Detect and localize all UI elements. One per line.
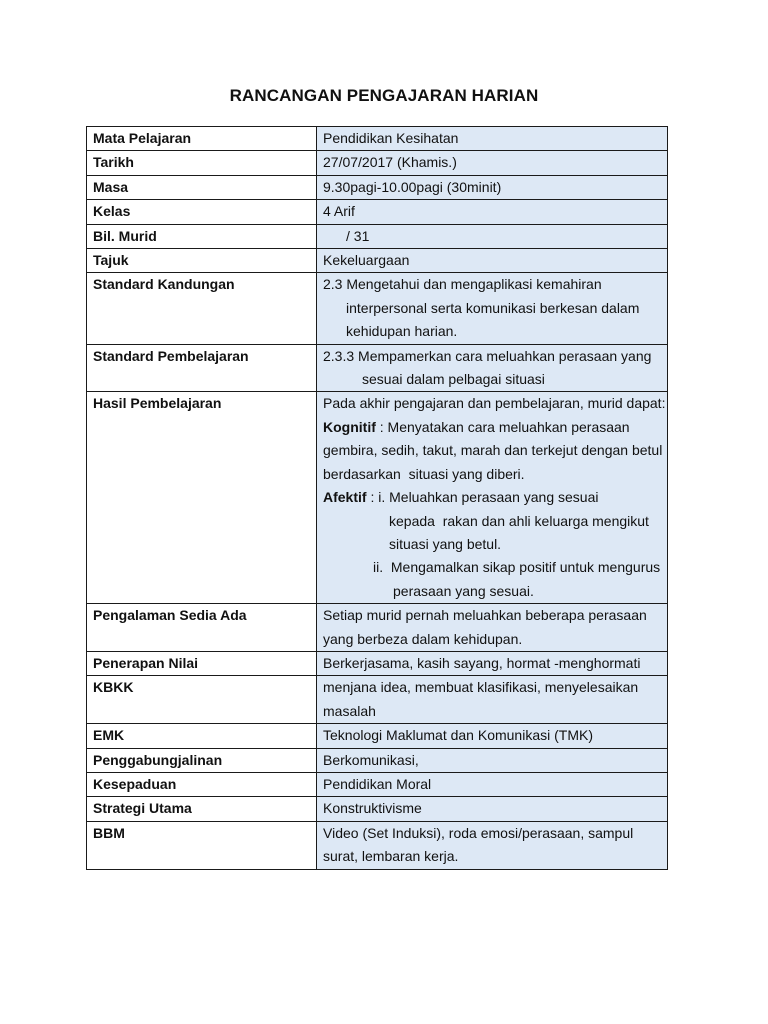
kognitif-text: : Menyatakan cara meluahkan perasaan — [375, 418, 630, 435]
row-value-masa: 9.30pagi-10.00pagi (30minit) — [317, 175, 668, 199]
table-row — [87, 724, 668, 748]
table-row — [87, 200, 668, 224]
table-row — [87, 604, 668, 652]
standard-kandungan-line: 2.3 Mengetahui dan mengaplikasi kemahiran — [323, 276, 602, 293]
row-value-pengalaman-sedia-ada — [317, 604, 668, 652]
table-row — [87, 821, 668, 869]
row-label-tajuk: Tajuk — [87, 249, 317, 273]
row-label-standard-kandungan: Standard Kandungan — [87, 273, 317, 344]
afektif-line: situasi yang betul. — [389, 535, 502, 552]
row-label-kelas: Kelas — [87, 200, 317, 224]
afektif-line — [323, 486, 663, 509]
row-label-hasil-pembelajaran: Hasil Pembelajaran — [87, 392, 317, 604]
afektif-label: Afektif — [323, 489, 367, 506]
afektif-line: perasaan yang sesuai. — [393, 582, 534, 599]
standard-pembelajaran-line: sesuai dalam pelbagai situasi — [362, 371, 545, 388]
bbm-line: Video (Set Induksi), roda emosi/perasaan, sampul — [323, 824, 634, 841]
row-label-masa: Masa — [87, 175, 317, 199]
row-value-kelas: 4 Arif — [317, 200, 668, 224]
afektif-text: : i. Meluahkan perasaan yang sesuai — [366, 489, 599, 506]
row-value-penerapan-nilai: Berkerjasama, kasih sayang, hormat -menghormati — [317, 651, 668, 675]
kbkk-line: menjana idea, membuat klasifikasi, menyelesaikan — [323, 679, 639, 696]
bbm-line: surat, lembaran kerja. — [323, 848, 459, 865]
bil-murid-value: / 31 — [346, 227, 370, 244]
table-row — [87, 797, 668, 821]
row-label-strategi-utama: Strategi Utama — [87, 797, 317, 821]
table-row — [87, 676, 668, 724]
row-value-standard-kandungan — [317, 273, 668, 344]
table-row — [87, 273, 668, 344]
row-label-emk: EMK — [87, 724, 317, 748]
table-row — [87, 175, 668, 199]
table-row — [87, 127, 668, 151]
kognitif-label: Kognitif — [323, 418, 376, 435]
table-row — [87, 249, 668, 273]
standard-pembelajaran-line: 2.3.3 Mempamerkan cara meluahkan perasaan yang — [323, 347, 652, 364]
hasil-intro: Pada akhir pengajaran dan pembelajaran, murid dapat: — [323, 395, 666, 412]
row-label-kesepaduan: Kesepaduan — [87, 772, 317, 796]
row-label-bil-murid: Bil. Murid — [87, 224, 317, 248]
pengalaman-line: yang berbeza dalam kehidupan. — [323, 630, 523, 647]
row-value-emk: Teknologi Maklumat dan Komunikasi (TMK) — [317, 724, 668, 748]
row-label-standard-pembelajaran: Standard Pembelajaran — [87, 344, 317, 392]
table-row — [87, 772, 668, 796]
table-row — [87, 392, 668, 604]
row-label-kbkk: KBKK — [87, 676, 317, 724]
row-label-pengalaman-sedia-ada: Pengalaman Sedia Ada — [87, 604, 317, 652]
row-label-mata-pelajaran: Mata Pelajaran — [87, 127, 317, 151]
row-value-hasil-pembelajaran — [317, 392, 668, 604]
row-label-bbm: BBM — [87, 821, 317, 869]
standard-kandungan-line: kehidupan harian. — [346, 323, 458, 340]
lesson-plan-table — [86, 126, 668, 870]
row-value-standard-pembelajaran — [317, 344, 668, 392]
row-value-kesepaduan: Pendidikan Moral — [317, 772, 668, 796]
row-value-tarikh: 27/07/2017 (Khamis.) — [317, 151, 668, 175]
kbkk-line: masalah — [323, 702, 376, 719]
table-row — [87, 344, 668, 392]
table-row — [87, 748, 668, 772]
pengalaman-line: Setiap murid pernah meluahkan beberapa perasaan — [323, 607, 647, 624]
row-label-penggabungjalinan: Penggabungjalinan — [87, 748, 317, 772]
row-label-tarikh: Tarikh — [87, 151, 317, 175]
row-label-penerapan-nilai: Penerapan Nilai — [87, 651, 317, 675]
page-title: RANCANGAN PENGAJARAN HARIAN — [229, 86, 539, 105]
afektif-line: ii. Mengamalkan sikap positif untuk mengurus — [373, 559, 661, 576]
afektif-line: kepada rakan dan ahli keluarga mengikut — [389, 512, 649, 529]
row-value-penggabungjalinan: Berkomunikasi, — [317, 748, 668, 772]
row-value-mata-pelajaran: Pendidikan Kesihatan — [317, 127, 668, 151]
row-value-tajuk: Kekeluargaan — [317, 249, 668, 273]
table-row — [87, 651, 668, 675]
row-value-bil-murid — [317, 224, 668, 248]
row-value-strategi-utama: Konstruktivisme — [317, 797, 668, 821]
table-row — [87, 224, 668, 248]
kognitif-line: gembira, sedih, takut, marah dan terkejut dengan betul — [323, 442, 663, 459]
kognitif-line: berdasarkan situasi yang diberi. — [323, 465, 525, 482]
table-row — [87, 151, 668, 175]
row-value-kbkk — [317, 676, 668, 724]
standard-kandungan-line: interpersonal serta komunikasi berkesan dalam — [346, 299, 640, 316]
row-value-bbm — [317, 821, 668, 869]
kognitif-line — [323, 416, 663, 439]
